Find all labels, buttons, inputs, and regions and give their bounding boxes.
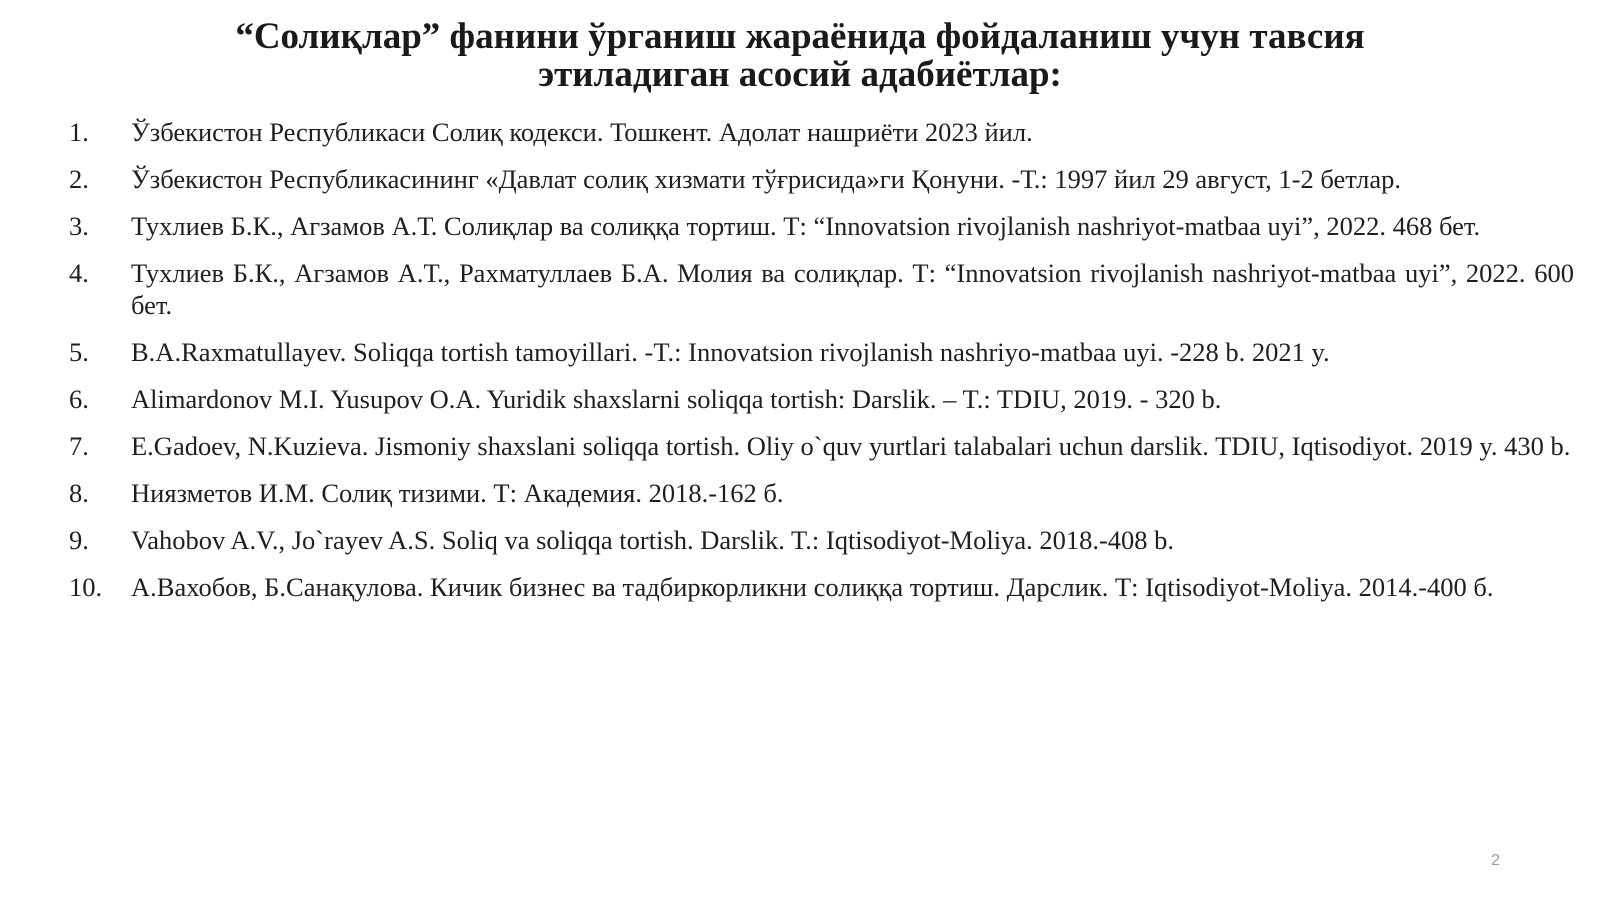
reference-text: Ўзбекистон Республикасининг «Давлат солиқ хизмати тўғрисида»ги Қонуни. -Т.: 1997 йил 29 август, 1-2 бетлар. bbox=[131, 164, 1402, 194]
slide-title-line-1: “Солиқлар” фанини ўрганиш жараёнида фойдаланиш учун тавсия bbox=[235, 16, 1365, 57]
reference-text: Alimardonov M.I. Yusupov O.A. Yuridik shaxslarni soliqqa tortish: Darslik. – T.: TDIU, 2019. - 320 b. bbox=[131, 384, 1222, 414]
slide-title bbox=[80, 18, 1520, 94]
page-number: 2 bbox=[1491, 852, 1500, 869]
reference-item bbox=[69, 571, 1574, 603]
reference-text: Тухлиев Б.К., Агзамов А.Т. Солиқлар ва солиққа тортиш. Т: “Innovatsion rivojlanish nashriyot-matbaa uyi”, 2022. 468 бет. bbox=[131, 211, 1481, 241]
reference-text: B.A.Raxmatullayev. Soliqqa tortish tamoyillari. -T.: Innovatsion rivojlanish nashriyo-matbaa uyi. -228 b. 2021 y. bbox=[131, 337, 1330, 367]
reference-number: 7. bbox=[69, 431, 89, 461]
reference-item bbox=[69, 210, 1574, 242]
reference-text: Vahobov A.V., Jo`rayev A.S. Soliq va soliqqa tortish. Darslik. T.: Iqtisodiyot-Moliya. 2018.-408 b. bbox=[131, 525, 1175, 555]
reference-item bbox=[69, 116, 1574, 148]
reference-item bbox=[69, 524, 1574, 556]
reference-number: 1. bbox=[69, 117, 89, 147]
reference-number: 5. bbox=[69, 337, 89, 367]
reference-item bbox=[69, 336, 1574, 368]
reference-text: А.Вахобов, Б.Санақулова. Кичик бизнес ва тадбиркорликни солиққа тортиш. Дарслик. Т: Iqtisodiyot-Moliya. 2014.-400 б. bbox=[131, 572, 1494, 602]
reference-text: E.Gadoev, N.Kuzieva. Jismoniy shaxslani soliqqa tortish. Oliy o`quv yurtlari talabalari uchun darslik. TDIU, Iqtisodiyot. 2019 y. 430 b. bbox=[131, 431, 1571, 461]
reference-list bbox=[69, 116, 1574, 618]
reference-number: 10. bbox=[69, 572, 103, 602]
reference-number: 3. bbox=[69, 211, 89, 241]
reference-number: 6. bbox=[69, 384, 89, 414]
reference-number: 2. bbox=[69, 164, 89, 194]
reference-item bbox=[69, 257, 1574, 321]
reference-item bbox=[69, 477, 1574, 509]
reference-item bbox=[69, 430, 1574, 462]
reference-item bbox=[69, 163, 1574, 195]
slide-title-line-2: этиладиган асосий адабиётлар: bbox=[538, 54, 1062, 95]
reference-number: 4. bbox=[69, 258, 89, 288]
reference-item bbox=[69, 383, 1574, 415]
reference-text: Ўзбекистон Республикаси Солиқ кодекси. Тошкент. Адолат нашриёти 2023 йил. bbox=[131, 117, 1033, 147]
reference-number: 8. bbox=[69, 478, 89, 508]
reference-text: Ниязметов И.М. Солиқ тизими. Т: Академия. 2018.-162 б. bbox=[131, 478, 784, 508]
reference-text: Тухлиев Б.К., Агзамов А.Т., Рахматуллаев Б.А. Молия ва солиқлар. Т: “Innovatsion rivojlanish nashriyot-matbaa uyi”, 2022. 600 бет. bbox=[131, 258, 1574, 320]
reference-number: 9. bbox=[69, 525, 89, 555]
